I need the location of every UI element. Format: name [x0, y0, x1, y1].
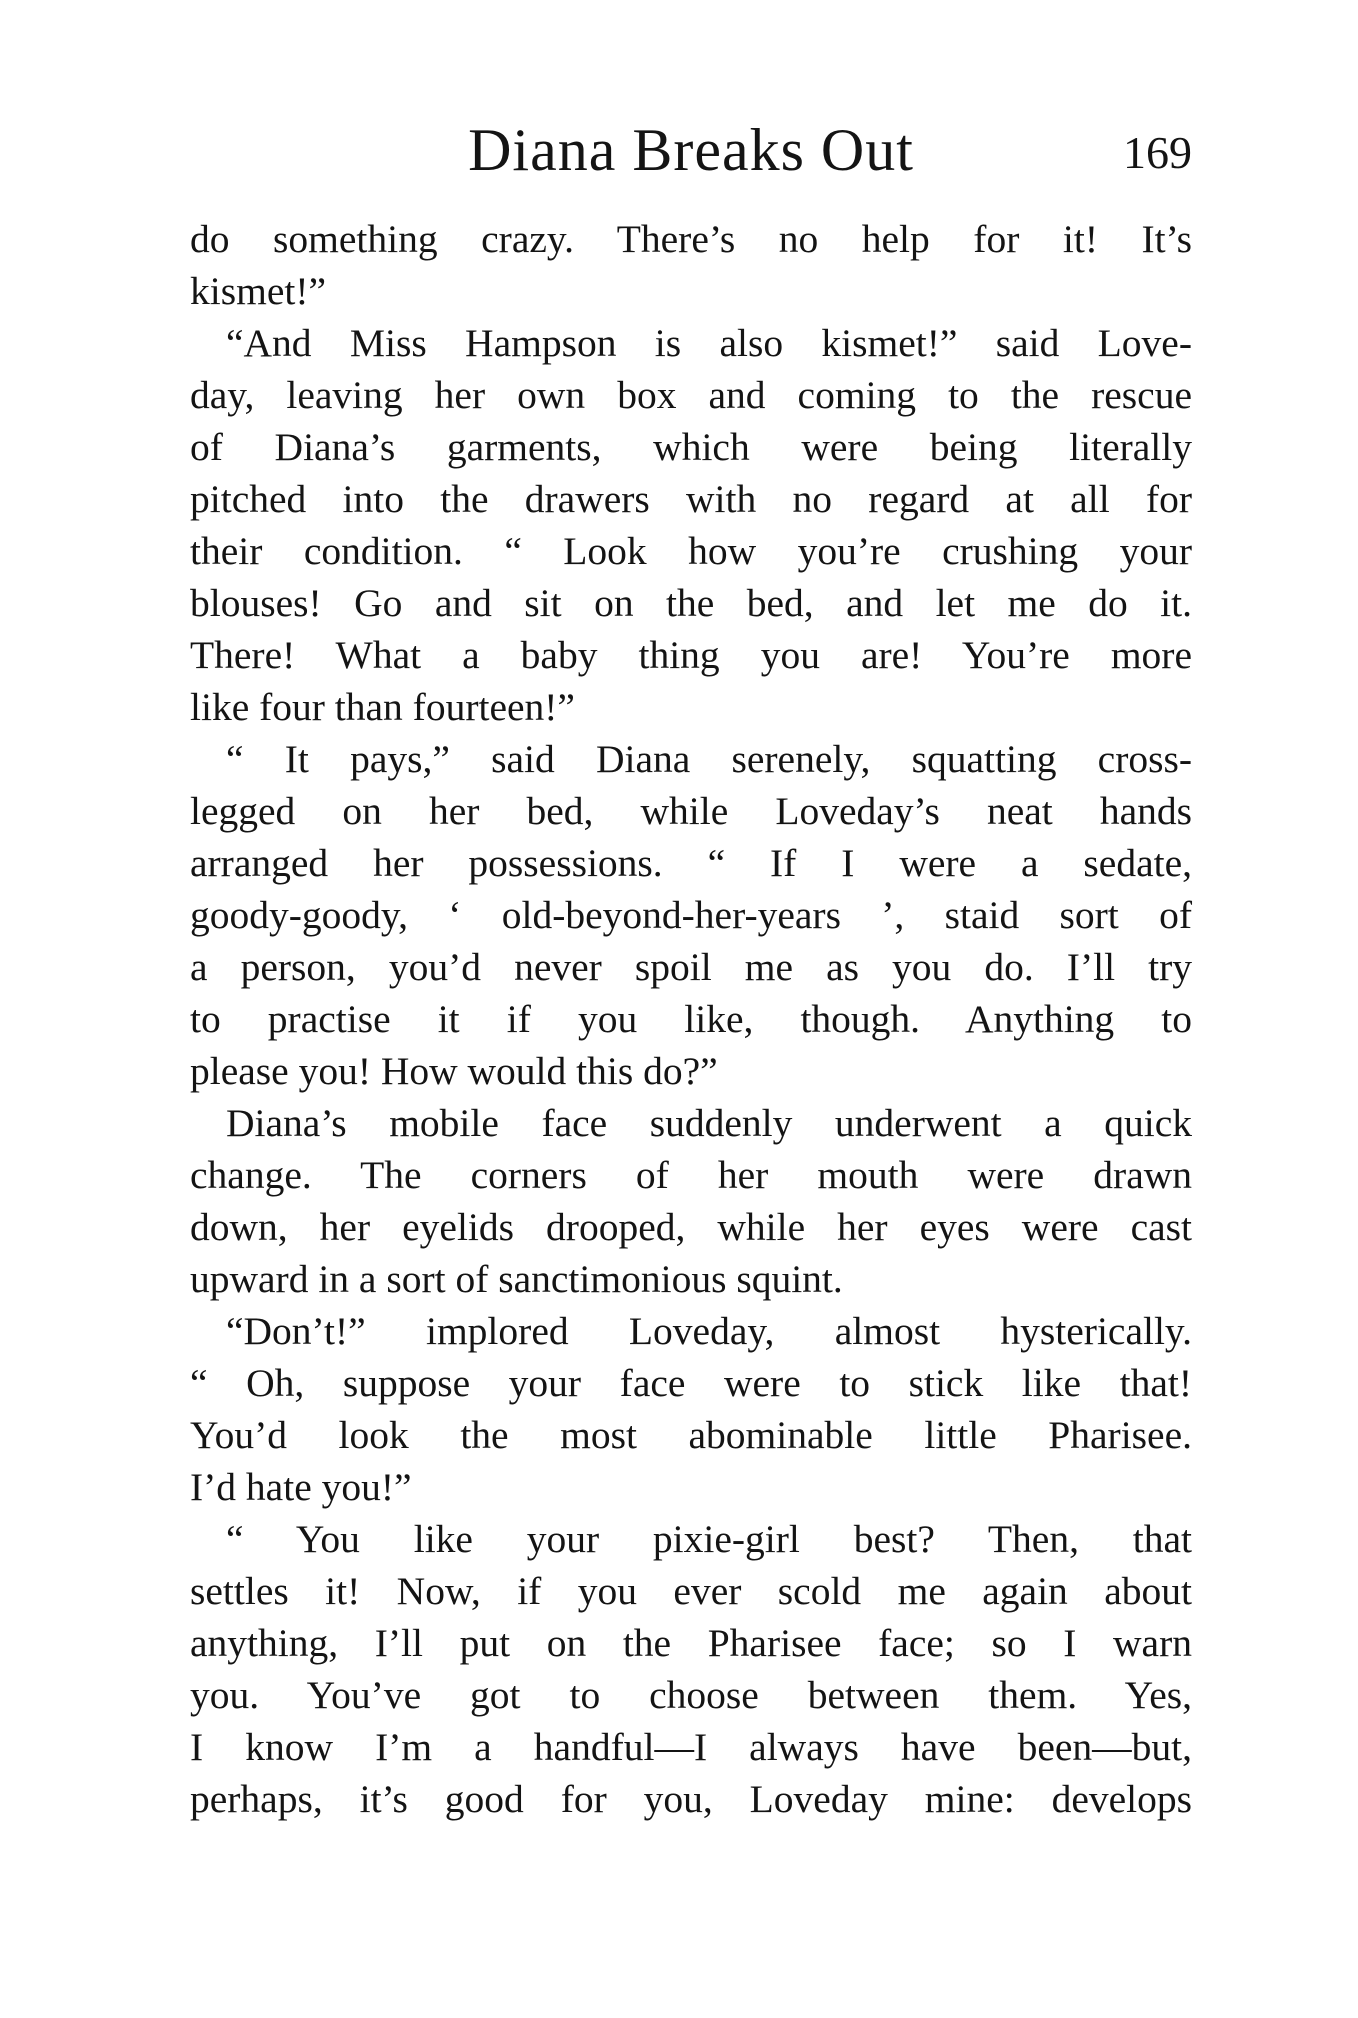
- running-title: Diana Breaks Out: [468, 117, 914, 183]
- text-line: their condition. “ Look how you’re crushing your: [190, 529, 1192, 573]
- text-line: to practise it if you like, though. Anything to: [190, 997, 1192, 1041]
- text-line: goody-goody, ‘ old-beyond-her-years ’, staid sort of: [190, 893, 1192, 937]
- text-line: do something crazy. There’s no help for it! It’s: [190, 217, 1192, 261]
- text-line: blouses! Go and sit on the bed, and let me do it.: [190, 581, 1192, 625]
- text-line: kismet!”: [190, 269, 327, 313]
- text-line: down, her eyelids drooped, while her eyes were cast: [190, 1205, 1192, 1249]
- text-line: I know I’m a handful—I always have been—but,: [190, 1725, 1192, 1769]
- text-line: There! What a baby thing you are! You’re more: [190, 633, 1192, 677]
- text-line: I’d hate you!”: [190, 1465, 412, 1509]
- text-line: legged on her bed, while Loveday’s neat hands: [190, 789, 1192, 833]
- page-number: 169: [1123, 127, 1192, 178]
- running-head: [190, 110, 1192, 190]
- text-line: arranged her possessions. “ If I were a sedate,: [190, 841, 1192, 885]
- text-line: “ Oh, suppose your face were to stick like that!: [190, 1361, 1192, 1405]
- text-line: pitched into the drawers with no regard at all for: [190, 477, 1192, 521]
- text-line: like four than fourteen!”: [190, 685, 575, 729]
- text-line: upward in a sort of sanctimonious squint.: [190, 1257, 843, 1301]
- text-line: change. The corners of her mouth were drawn: [190, 1153, 1192, 1197]
- text-line: a person, you’d never spoil me as you do. I’ll try: [190, 945, 1192, 989]
- text-line: settles it! Now, if you ever scold me again about: [190, 1569, 1192, 1613]
- text-line: “ It pays,” said Diana serenely, squatting cross-: [226, 737, 1192, 781]
- text-line: please you! How would this do?”: [190, 1049, 718, 1093]
- text-line: day, leaving her own box and coming to the rescue: [190, 373, 1192, 417]
- text-line: “Don’t!” implored Loveday, almost hysterically.: [226, 1309, 1192, 1353]
- text-line: anything, I’ll put on the Pharisee face; so I warn: [190, 1621, 1192, 1665]
- text-line: “ You like your pixie-girl best? Then, that: [226, 1517, 1192, 1561]
- text-line: perhaps, it’s good for you, Loveday mine: develops: [190, 1777, 1192, 1821]
- text-line: of Diana’s garments, which were being literally: [190, 425, 1192, 469]
- text-line: “And Miss Hampson is also kismet!” said Love-: [226, 321, 1192, 365]
- text-line: you. You’ve got to choose between them. Yes,: [190, 1673, 1192, 1717]
- text-line: Diana’s mobile face suddenly underwent a quick: [226, 1101, 1192, 1145]
- body-text: [190, 213, 1192, 1825]
- text-line: You’d look the most abominable little Pharisee.: [190, 1413, 1192, 1457]
